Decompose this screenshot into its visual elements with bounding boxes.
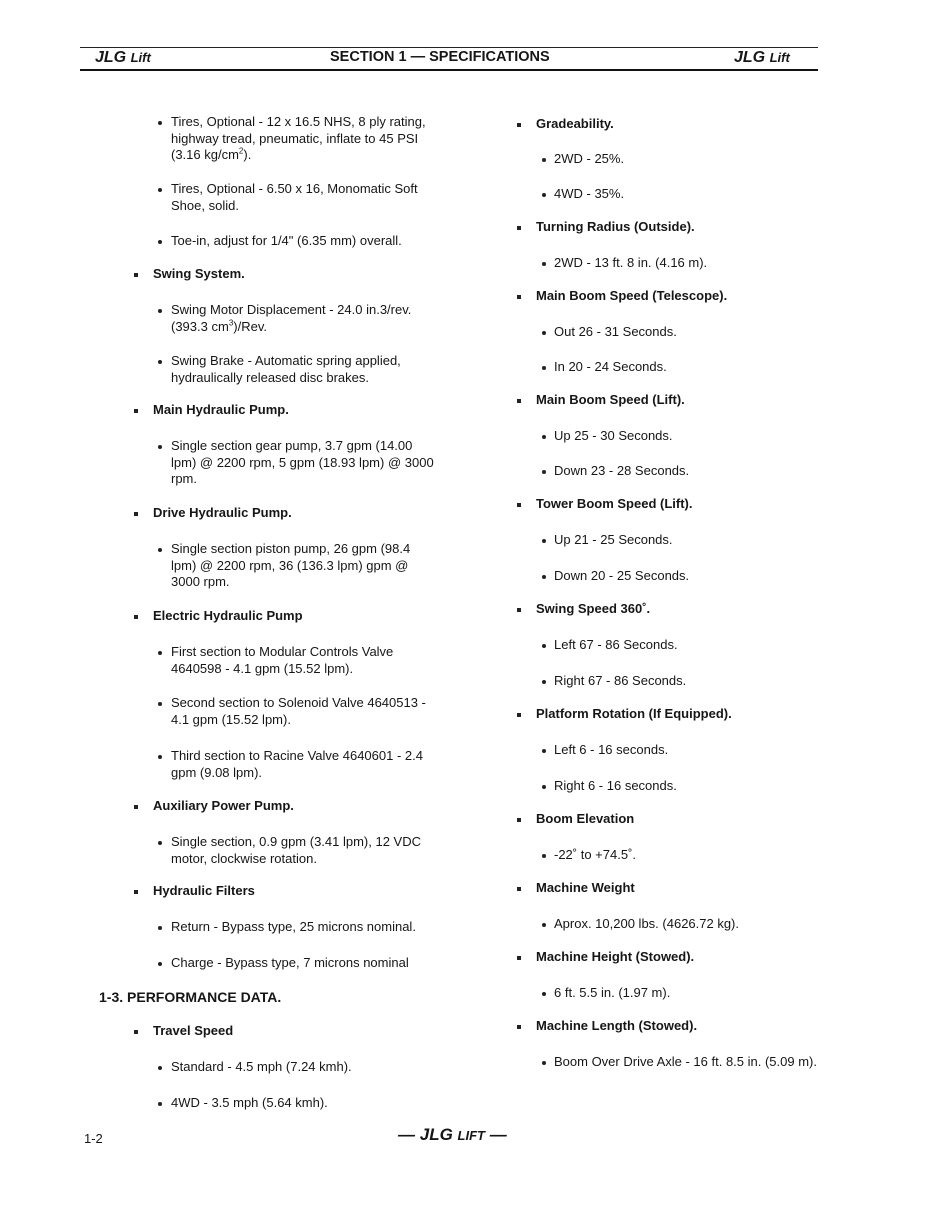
list-item: Right 67 - 86 Seconds. [554, 673, 687, 688]
subsection-heading: Platform Rotation (If Equipped). [536, 706, 732, 721]
list-item: 4WD - 35%. [554, 186, 625, 201]
subsection-heading: Machine Height (Stowed). [536, 949, 695, 964]
list-item: In 20 - 24 Seconds. [554, 359, 667, 374]
list-item: Boom Over Drive Axle - 16 ft. 8.5 in. (5.09 m). [554, 1054, 817, 1069]
list-item: Single section piston pump, 26 gpm (98.4 lpm) @ 2200 rpm, 36 (136.3 lpm) gpm @ 3000 rpm. [171, 541, 411, 589]
list-item: Single section gear pump, 3.7 gpm (14.00 lpm) @ 2200 rpm, 5 gpm (18.93 lpm) @ 3000 rpm. [171, 438, 434, 486]
list-item: Third section to Racine Valve 4640601 - 2.4 gpm (9.08 lpm). [171, 748, 423, 780]
square-bullet-icon [134, 512, 138, 516]
bullet-icon [542, 575, 546, 579]
square-bullet-icon [517, 713, 521, 717]
bullet-icon [542, 680, 546, 684]
square-bullet-icon [517, 818, 521, 822]
list-item: Tires, Optional - 6.50 x 16, Monomatic Soft Shoe, solid. [171, 181, 418, 213]
bullet-icon [542, 158, 546, 162]
list-item: 6 ft. 5.5 in. (1.97 m). [554, 985, 671, 1000]
square-bullet-icon [517, 503, 521, 507]
bullet-icon [542, 1061, 546, 1065]
list-item: Left 6 - 16 seconds. [554, 742, 669, 757]
section-heading: 1-3. PERFORMANCE DATA. [99, 989, 282, 1005]
list-item: Toe-in, adjust for 1/4" (6.35 mm) overall. [171, 233, 402, 248]
list-item: Charge - Bypass type, 7 microns nominal [171, 955, 409, 970]
square-bullet-icon [134, 1030, 138, 1034]
subsection-heading: Main Hydraulic Pump. [153, 402, 289, 417]
square-bullet-icon [517, 295, 521, 299]
section-title: SECTION 1 — SPECIFICATIONS [330, 49, 550, 65]
page-number: 1-2 [84, 1131, 103, 1146]
subsection-heading: Machine Weight [536, 880, 635, 895]
subsection-heading: Tower Boom Speed (Lift). [536, 496, 693, 511]
list-item: 2WD - 13 ft. 8 in. (4.16 m). [554, 255, 708, 270]
subsection-heading: Electric Hydraulic Pump [153, 608, 303, 623]
header-rule-top [80, 47, 818, 48]
list-item: Up 25 - 30 Seconds. [554, 428, 673, 443]
bullet-icon [158, 841, 162, 845]
bullet-icon [158, 121, 162, 125]
subsection-heading: Main Boom Speed (Lift). [536, 392, 685, 407]
footer-brand: — JLG LIFT — [398, 1125, 507, 1144]
square-bullet-icon [134, 409, 138, 413]
list-item: Swing Brake - Automatic spring applied, hydraulically released disc brakes. [171, 353, 401, 385]
bullet-icon [542, 366, 546, 370]
list-item: Tires, Optional - 12 x 16.5 NHS, 8 ply rating, highway tread, pneumatic, inflate to 45 PSI (3.16 $kg/cm^2$). [171, 114, 426, 162]
subsection-heading: Boom Elevation [536, 811, 635, 826]
subsection-heading: Swing System. [153, 266, 245, 281]
subsection-heading: Travel Speed [153, 1023, 234, 1038]
bullet-icon [158, 962, 162, 966]
square-bullet-icon [517, 1025, 521, 1029]
list-item: Up 21 - 25 Seconds. [554, 532, 673, 547]
list-item: -22˚ to +74.5˚. [554, 847, 637, 862]
bullet-icon [158, 651, 162, 655]
square-bullet-icon [517, 123, 521, 127]
list-item: Aprox. 10,200 lbs. (4626.72 kg). [554, 916, 740, 931]
square-bullet-icon [517, 608, 521, 612]
square-bullet-icon [517, 226, 521, 230]
subsection-heading: Swing Speed 360˚. [536, 601, 651, 616]
list-item: Left 67 - 86 Seconds. [554, 637, 678, 652]
subsection-heading: Auxiliary Power Pump. [153, 798, 294, 813]
bullet-icon [158, 188, 162, 192]
subsection-heading: Gradeability. [536, 116, 614, 131]
list-item: First section to Modular Controls Valve 4640598 - 4.1 gpm (15.52 lpm). [171, 644, 394, 676]
bullet-icon [542, 644, 546, 648]
subsection-heading: Main Boom Speed (Telescope). [536, 288, 728, 303]
square-bullet-icon [517, 887, 521, 891]
square-bullet-icon [134, 273, 138, 277]
bullet-icon [542, 193, 546, 197]
square-bullet-icon [134, 805, 138, 809]
bullet-icon [542, 923, 546, 927]
list-item: 4WD - 3.5 mph (5.64 kmh). [171, 1095, 328, 1110]
list-item: Standard - 4.5 mph (7.24 kmh). [171, 1059, 352, 1074]
list-item: 2WD - 25%. [554, 151, 625, 166]
list-item: Down 20 - 25 Seconds. [554, 568, 690, 583]
bullet-icon [542, 470, 546, 474]
header-brand-left: JLG Lift [95, 49, 151, 66]
list-item: Swing Motor Displacement - 24.0 in.3/rev. (393.3 $cm^3$)/Rev. [171, 302, 412, 334]
list-item: Single section, 0.9 gpm (3.41 lpm), 12 VDC motor, clockwise rotation. [171, 834, 422, 866]
square-bullet-icon [134, 615, 138, 619]
bullet-icon [158, 360, 162, 364]
bullet-icon [158, 445, 162, 449]
list-item: Second section to Solenoid Valve 4640513 - 4.1 gpm (15.52 lpm). [171, 695, 426, 727]
header-brand-right: JLG Lift [734, 49, 790, 66]
list-item: Down 23 - 28 Seconds. [554, 463, 690, 478]
bullet-icon [542, 854, 546, 858]
bullet-icon [542, 749, 546, 753]
square-bullet-icon [517, 399, 521, 403]
bullet-icon [542, 262, 546, 266]
square-bullet-icon [517, 956, 521, 960]
subsection-heading: Machine Length (Stowed). [536, 1018, 698, 1033]
bullet-icon [158, 240, 162, 244]
list-item: Return - Bypass type, 25 microns nominal. [171, 919, 416, 934]
list-item: Right 6 - 16 seconds. [554, 778, 677, 793]
bullet-icon [158, 309, 162, 313]
subsection-heading: Turning Radius (Outside). [536, 219, 695, 234]
bullet-icon [158, 1066, 162, 1070]
bullet-icon [158, 755, 162, 759]
bullet-icon [542, 331, 546, 335]
bullet-icon [158, 702, 162, 706]
bullet-icon [158, 926, 162, 930]
header-rule-bottom [80, 69, 818, 71]
bullet-icon [542, 539, 546, 543]
subsection-heading: Hydraulic Filters [153, 883, 255, 898]
list-item: Out 26 - 31 Seconds. [554, 324, 677, 339]
bullet-icon [542, 785, 546, 789]
subsection-heading: Drive Hydraulic Pump. [153, 505, 292, 520]
bullet-icon [158, 548, 162, 552]
bullet-icon [542, 435, 546, 439]
square-bullet-icon [134, 890, 138, 894]
bullet-icon [542, 992, 546, 996]
bullet-icon [158, 1102, 162, 1106]
